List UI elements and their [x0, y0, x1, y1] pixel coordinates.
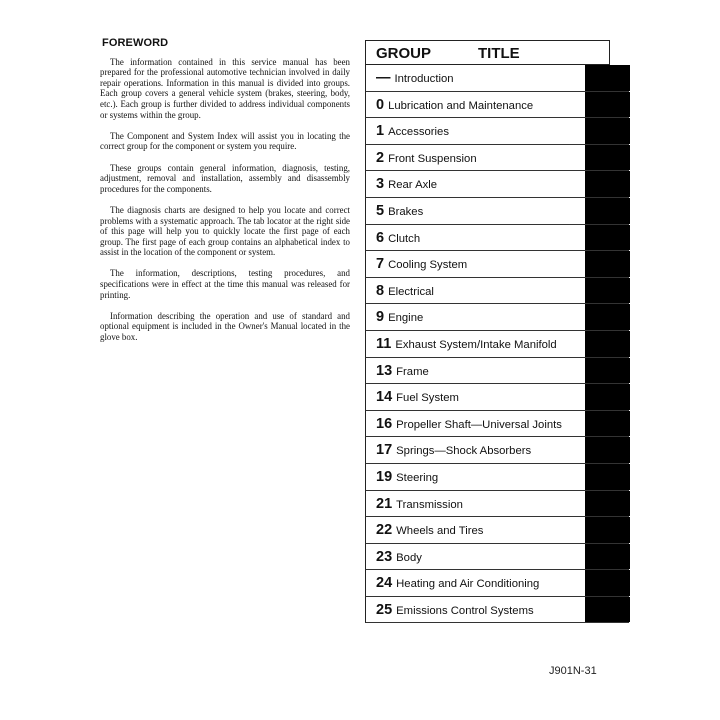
tab-locator-marker[interactable] [585, 544, 630, 570]
group-tab-row[interactable] [365, 278, 629, 305]
group-number: 17 [376, 442, 393, 459]
group-tab-row[interactable] [365, 251, 629, 278]
group-title: Frame [396, 365, 429, 378]
group-title: Accessories [388, 126, 449, 139]
group-entry [376, 389, 459, 405]
page-number: J901N-31 [549, 665, 597, 677]
group-title: Fuel System [396, 392, 459, 405]
group-entry [376, 336, 557, 352]
group-title: Steering [396, 471, 439, 484]
tab-locator-marker[interactable] [585, 437, 630, 463]
group-number: 16 [376, 415, 393, 432]
group-entry [376, 70, 454, 86]
tab-locator-marker[interactable] [585, 384, 630, 410]
group-number: 11 [376, 335, 392, 352]
group-number: 13 [376, 362, 393, 379]
tab-locator-marker[interactable] [585, 331, 630, 357]
group-tab-row[interactable] [365, 464, 629, 491]
group-tab-row[interactable] [365, 411, 629, 438]
group-title: Front Suspension [388, 152, 477, 165]
group-title: Cooling System [388, 259, 468, 272]
tab-locator-marker[interactable] [585, 65, 630, 91]
group-title: Transmission [396, 498, 463, 511]
group-number: 22 [376, 522, 393, 539]
tab-locator-marker[interactable] [585, 198, 630, 224]
group-entry [376, 230, 420, 246]
tab-locator-marker[interactable] [585, 358, 630, 384]
tab-locator-marker[interactable] [585, 570, 630, 596]
group-tab-row[interactable] [365, 384, 629, 411]
group-entry [376, 123, 449, 139]
group-title: Engine [388, 312, 424, 325]
tab-locator-marker[interactable] [585, 304, 630, 330]
group-title: Body [396, 551, 422, 564]
group-number: 5 [376, 202, 385, 219]
group-number: 6 [376, 229, 385, 246]
group-entry [376, 256, 467, 272]
group-entry [376, 602, 534, 618]
tab-locator-marker[interactable] [585, 251, 630, 277]
group-number: 8 [376, 282, 385, 299]
header-title-label: TITLE [478, 45, 520, 62]
foreword-paragraph: The information contained in this service manual has been prepared for the professional automotive technician involved in daily repair operations. Information in this manual is divided into groups. Each group covers a general vehicle system (brakes, steering, body, etc.). Each group is further divided to address individual components or systems within the group. [100, 56, 350, 120]
foreword-section [100, 38, 350, 353]
group-tab-row[interactable] [365, 92, 629, 119]
group-title: Emissions Control Systems [396, 604, 534, 617]
tab-locator-marker[interactable] [585, 597, 630, 623]
group-entry [376, 203, 423, 219]
tab-locator-marker[interactable] [585, 171, 630, 197]
group-tab-row[interactable] [365, 597, 629, 624]
group-number: 19 [376, 468, 393, 485]
group-title: Electrical [388, 285, 434, 298]
group-entry [376, 309, 423, 325]
foreword-paragraph: These groups contain general information, diagnosis, testing, adjustment, removal and installation, assembly and disassembly procedures for the components. [100, 162, 350, 194]
group-index-rows [365, 65, 629, 623]
tab-locator-marker[interactable] [585, 225, 630, 251]
group-number: 24 [376, 575, 393, 592]
group-tab-row[interactable] [365, 491, 629, 518]
group-number: 23 [376, 548, 393, 565]
group-tab-row[interactable] [365, 358, 629, 385]
group-number: — [376, 70, 391, 86]
group-index-table [365, 40, 629, 623]
group-number: 21 [376, 495, 393, 512]
group-tab-row[interactable] [365, 570, 629, 597]
group-tab-row[interactable] [365, 65, 629, 92]
group-tab-row[interactable] [365, 304, 629, 331]
tab-locator-marker[interactable] [585, 92, 630, 118]
group-number: 14 [376, 389, 393, 406]
group-entry [376, 363, 429, 379]
tab-locator-marker[interactable] [585, 145, 630, 171]
group-entry [376, 522, 483, 538]
group-tab-row[interactable] [365, 225, 629, 252]
foreword-paragraph: The Component and System Index will assist you in locating the correct group for the component or system you require. [100, 130, 350, 152]
group-entry [376, 549, 422, 565]
foreword-paragraph: Information describing the operation and use of standard and optional equipment is included in the Owner's Manual located in the glove box. [100, 310, 350, 343]
tab-locator-marker[interactable] [585, 278, 630, 304]
group-entry [376, 150, 477, 166]
group-title: Brakes [388, 205, 424, 218]
group-number: 1 [376, 123, 385, 140]
group-tab-row[interactable] [365, 171, 629, 198]
group-entry [376, 283, 434, 299]
foreword-heading: FOREWORD [102, 37, 169, 49]
group-title: Wheels and Tires [396, 525, 484, 538]
group-number: 25 [376, 601, 393, 618]
group-tab-row[interactable] [365, 544, 629, 571]
foreword-paragraph: The information, descriptions, testing procedures, and specifications were in effect at the time this manual was released for printing. [100, 268, 350, 300]
tab-locator-marker[interactable] [585, 118, 630, 144]
group-title: Introduction [394, 73, 454, 85]
group-title: Exhaust System/Intake Manifold [395, 338, 557, 351]
group-tab-row[interactable] [365, 437, 629, 464]
group-entry [376, 416, 562, 432]
group-tab-row[interactable] [365, 118, 629, 145]
group-tab-row[interactable] [365, 517, 629, 544]
group-number: 3 [376, 176, 385, 193]
group-entry [376, 496, 463, 512]
tab-locator-marker[interactable] [585, 411, 630, 437]
group-tab-row[interactable] [365, 198, 629, 225]
group-title: Lubrication and Maintenance [388, 99, 534, 112]
group-entry [376, 442, 531, 458]
group-entry [376, 176, 437, 192]
group-title: Rear Axle [388, 179, 438, 192]
group-entry [376, 469, 438, 485]
group-title: Heating and Air Conditioning [396, 578, 540, 591]
group-tab-row[interactable] [365, 145, 629, 172]
group-number: 7 [376, 256, 385, 273]
group-title: Springs—Shock Absorbers [396, 445, 532, 458]
group-entry [376, 97, 533, 113]
group-title: Propeller Shaft—Universal Joints [396, 418, 562, 431]
tab-locator-marker[interactable] [585, 464, 630, 490]
group-title: Clutch [388, 232, 421, 245]
header-group-label: GROUP [376, 45, 432, 62]
group-number: 2 [376, 149, 385, 166]
tab-locator-marker[interactable] [585, 517, 630, 543]
group-tab-row[interactable] [365, 331, 629, 358]
group-index-header [365, 40, 610, 65]
tab-locator-marker[interactable] [585, 491, 630, 517]
foreword-paragraph: The diagnosis charts are designed to help you locate and correct problems with a systematic approach. The tab locator at the right side of this page will help you to quickly locate the first page of each group. The first page of each group contains an alphabetical index to assist in the location of the component or system. [100, 204, 350, 258]
group-number: 9 [376, 309, 385, 326]
group-number: 0 [376, 96, 385, 113]
group-entry [376, 575, 539, 591]
